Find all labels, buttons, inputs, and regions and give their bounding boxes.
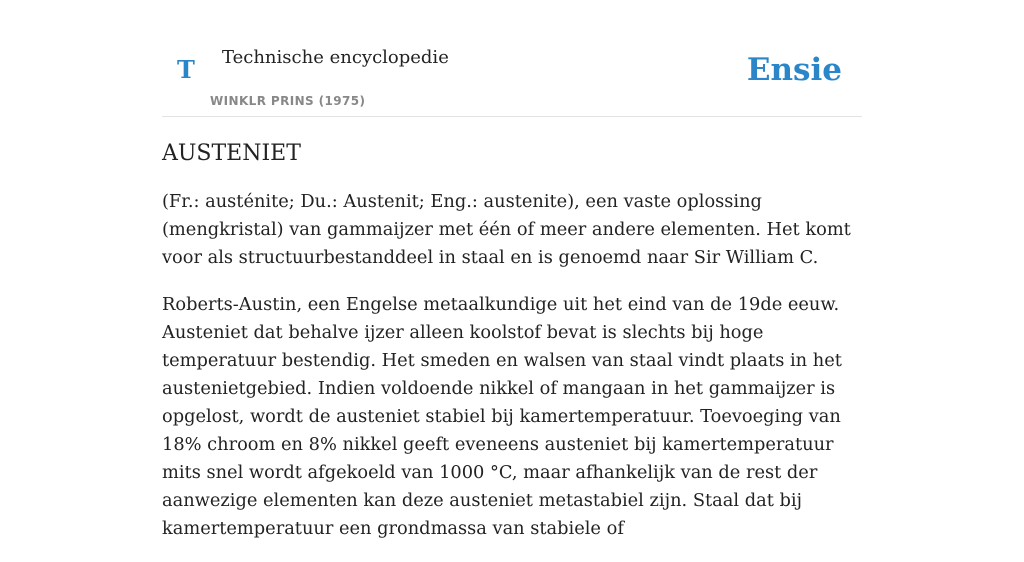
encyclopedia-logo-icon[interactable]: T bbox=[177, 55, 195, 84]
source-label: WINKLR PRINS (1975) bbox=[210, 94, 366, 108]
site-title-link[interactable]: Technische encyclopedie bbox=[222, 47, 449, 68]
site-header bbox=[162, 0, 862, 117]
article-paragraph: (Fr.: austénite; Du.: Austenit; Eng.: austenite), een vaste oplossing (mengkristal) van gammaijzer met één of meer andere elementen. Het komt voor als structuurbestanddeel in staal en is genoemd naar Sir William C. bbox=[162, 191, 851, 268]
article-paragraph: Roberts-Austin, een Engelse metaalkundige uit het eind van de 19de eeuw. Austeniet dat behalve ijzer alleen koolstof bevat is slechts bij hoge temperatuur bestendig. Het smeden en walsen van staal vindt plaats in het austenietgebied. Indien voldoende nikkel of mangaan in het gammaijzer is opgelost, wordt de austeniet stabiel bij kamertemperatuur. Toevoeging van 18% chroom en 8% nikkel geeft eveneens austeniet bij kamertemperatuur mits snel wordt afgekoeld van 1000 °C, maar afhankelijk van de rest der aanwezige elementen kan deze austeniet metastabiel zijn. Staal dat bij kamertemperatuur een grondmassa van stabiele of bbox=[162, 294, 842, 539]
ensie-brand-logo[interactable]: Ensie bbox=[746, 52, 842, 88]
entry-title: AUSTENIET bbox=[162, 141, 301, 166]
article-content bbox=[162, 138, 862, 562]
